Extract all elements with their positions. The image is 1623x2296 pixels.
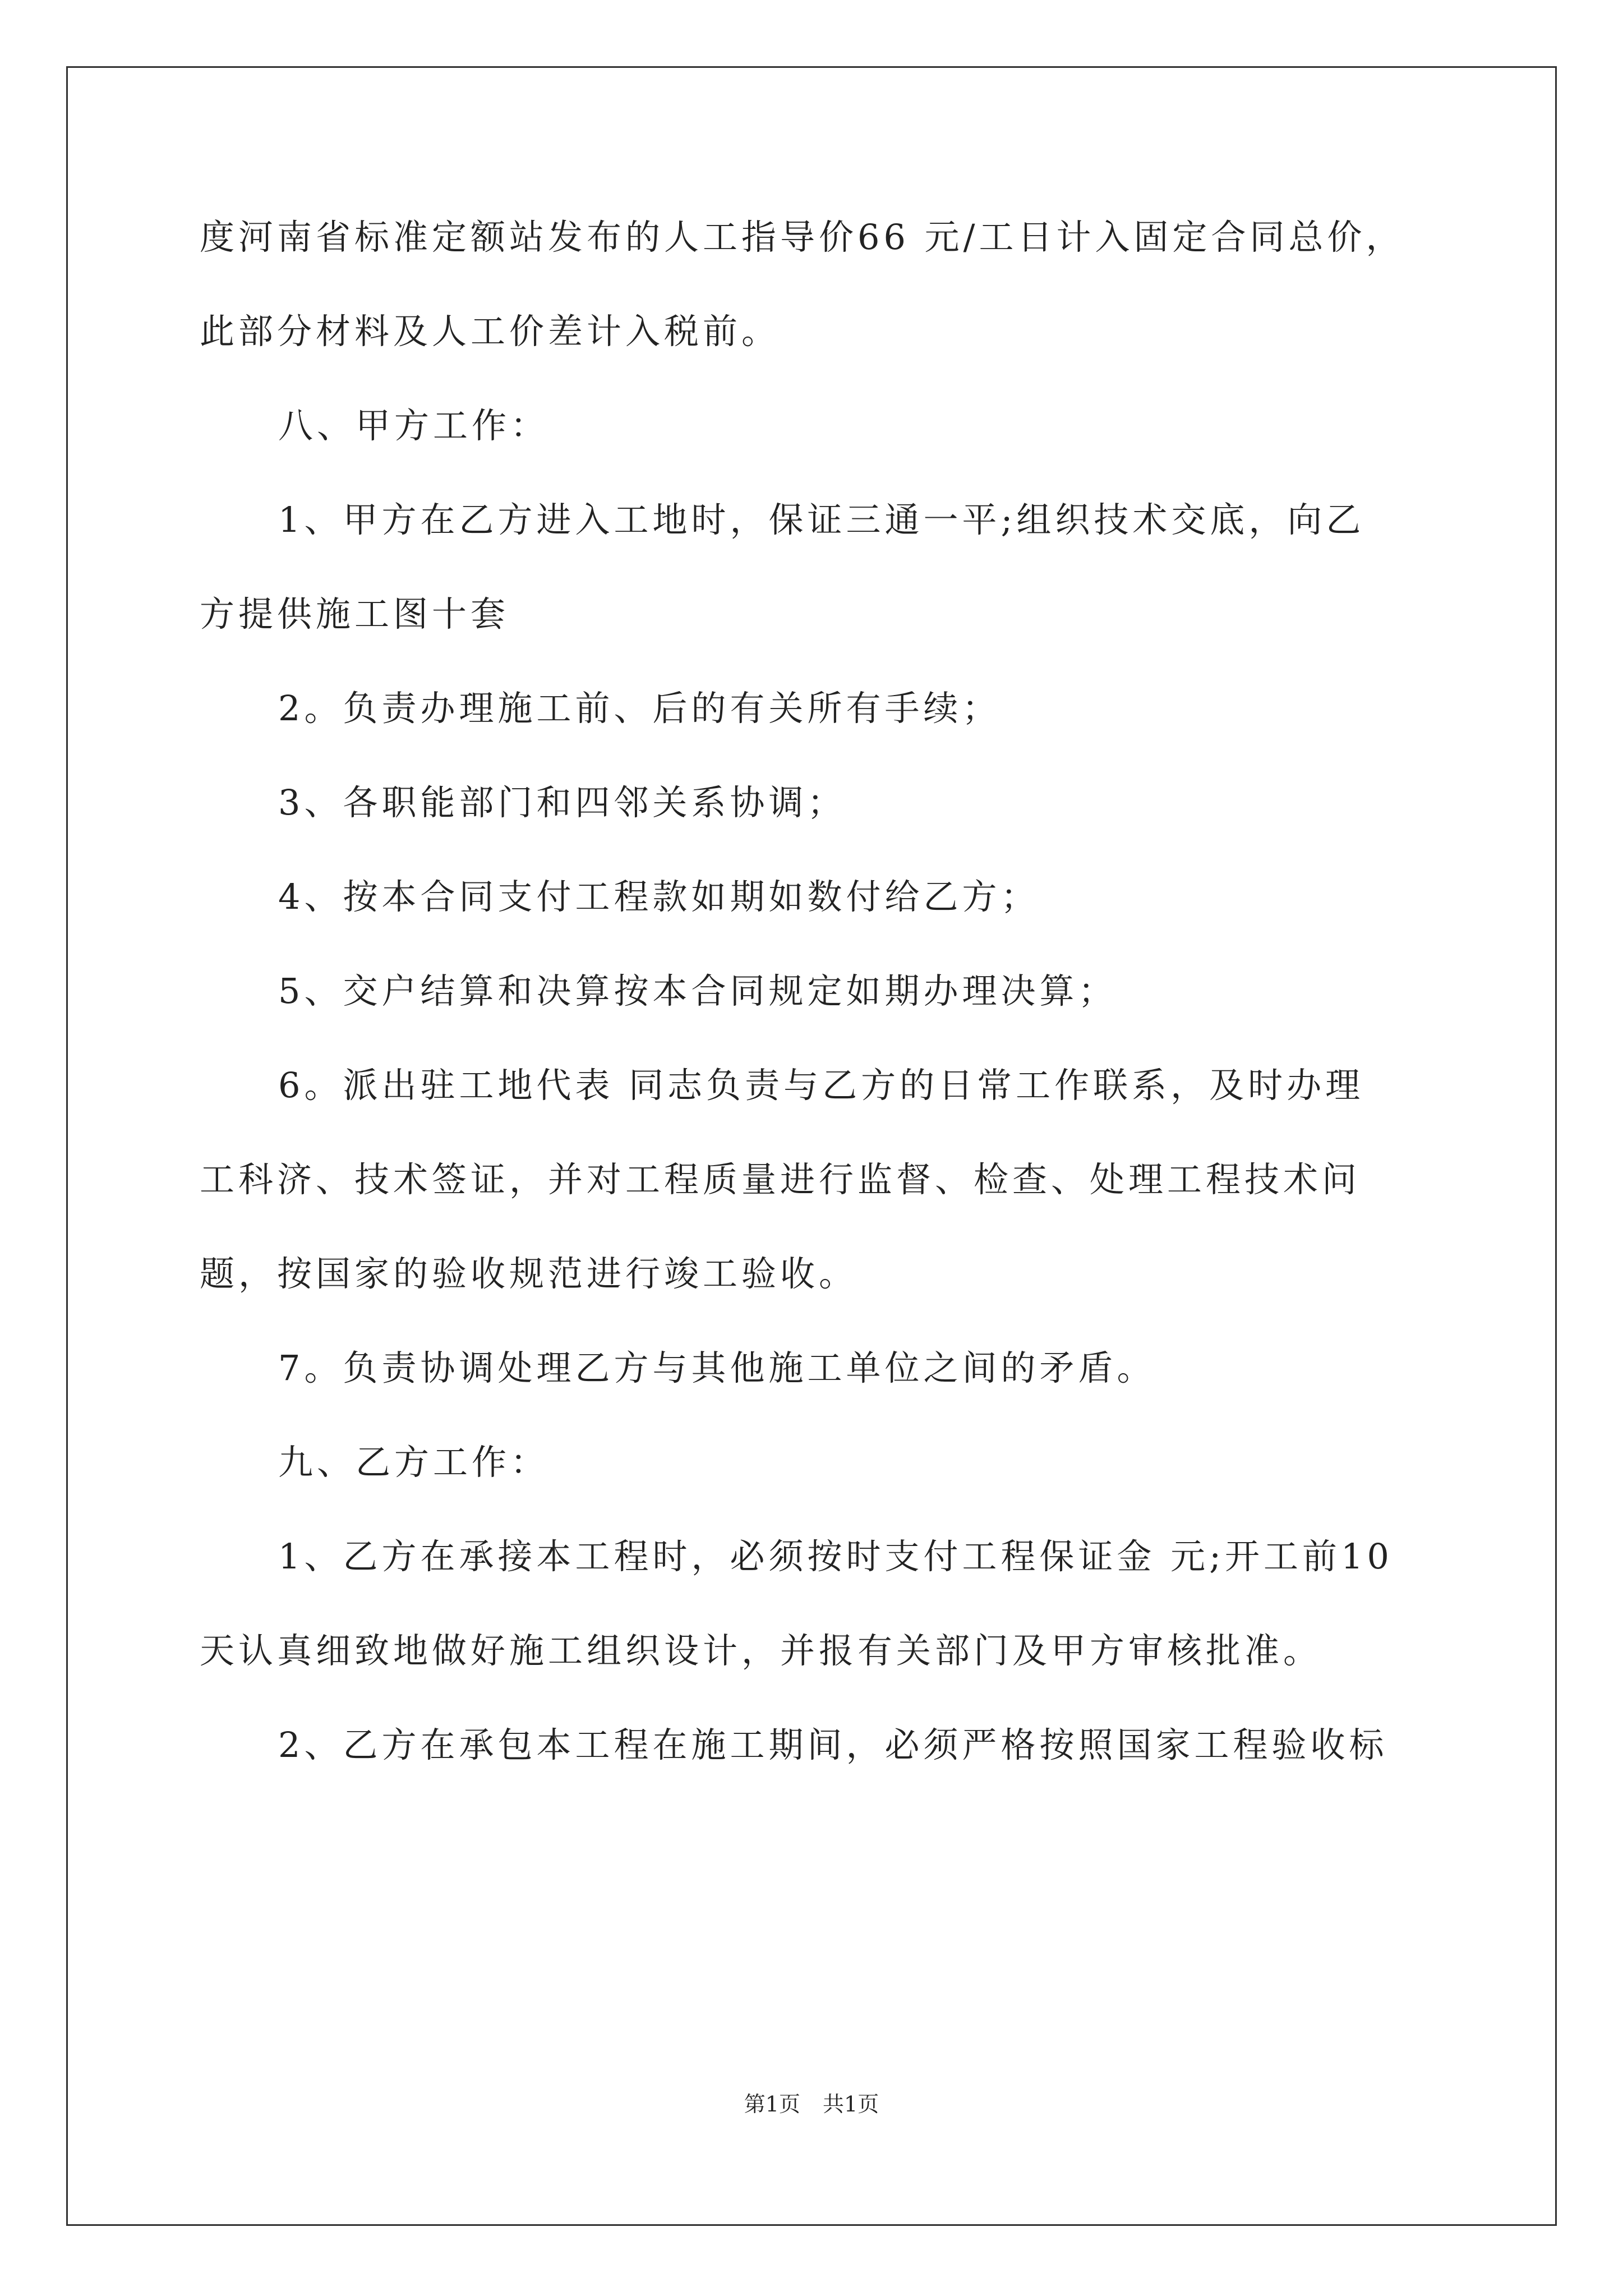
- text-line: 1、甲方在乙方进入工地时，保证三通一平;组织技术交底，向乙: [278, 499, 1365, 540]
- page-border: [66, 66, 1557, 2226]
- text-line: 2。负责办理施工前、后的有关所有手续；: [278, 688, 1001, 729]
- text-line: 2、乙方在承包本工程在施工期间，必须严格按照国家工程验收标: [278, 1724, 1388, 1765]
- section-heading: 八、甲方工作：: [278, 405, 550, 446]
- section-heading: 九、乙方工作：: [278, 1442, 550, 1483]
- text-line: 度河南省标准定额站发布的人工指导价66 元/工日计入固定合同总价，: [200, 217, 1405, 257]
- text-line: 方提供施工图十套: [200, 593, 510, 634]
- page-number: 第1页: [744, 2092, 800, 2116]
- text-line: 6。派出驻工地代表 同志负责与乙方的日常工作联系，及时办理: [278, 1065, 1364, 1106]
- text-line: 3、各职能部门和四邻关系协调；: [278, 782, 846, 823]
- text-line: 题，按国家的验收规范进行竣工验收。: [200, 1253, 858, 1294]
- text-line: 此部分材料及人工价差计入税前。: [200, 311, 781, 352]
- text-line: 工科济、技术签证，并对工程质量进行监督、检查、处理工程技术问: [200, 1159, 1361, 1200]
- text-line: 1、乙方在承接本工程时，必须按时支付工程保证金 元;开工前10: [278, 1536, 1393, 1577]
- page-footer: [0, 2090, 1623, 2118]
- text-line: 4、按本合同支付工程款如期如数付给乙方；: [278, 876, 1040, 917]
- text-line: 天认真细致地做好施工组织设计，并报有关部门及甲方审核批准。: [200, 1630, 1322, 1671]
- text-line: 5、交户结算和决算按本合同规定如期办理决算；: [278, 970, 1117, 1011]
- text-line: 7。负责协调处理乙方与其他施工单位之间的矛盾。: [278, 1347, 1156, 1388]
- page-total: 共1页: [823, 2092, 879, 2116]
